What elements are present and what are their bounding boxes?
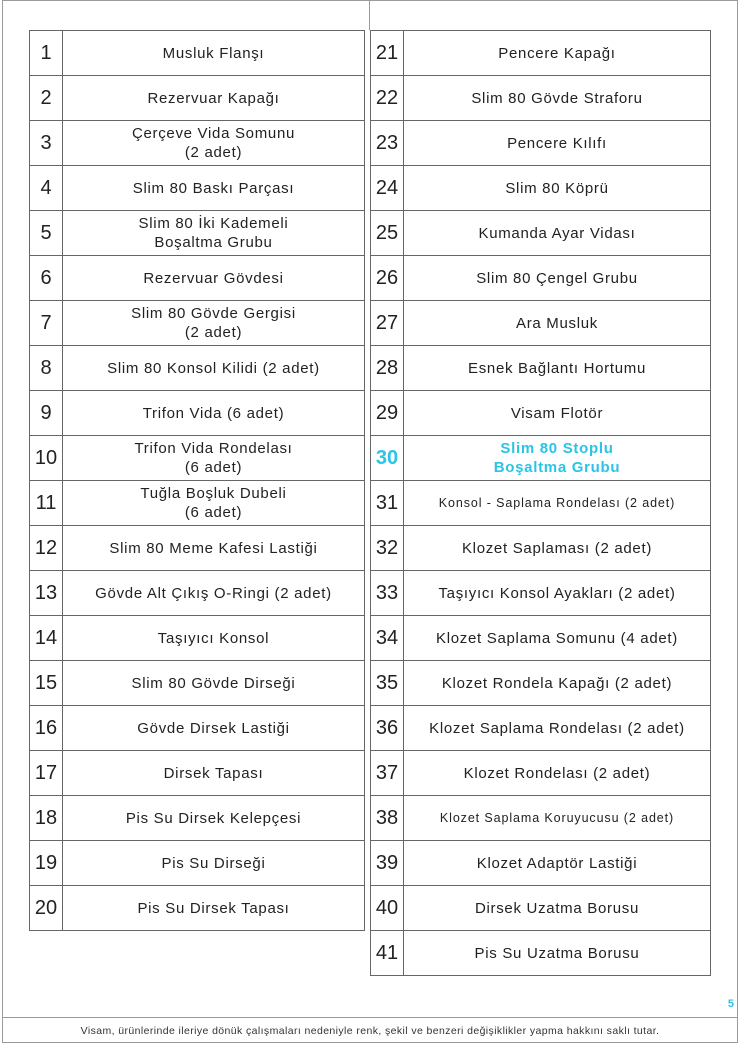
table-row	[371, 796, 711, 841]
table-row	[30, 661, 365, 706]
part-name	[63, 751, 365, 796]
table-row	[30, 481, 365, 526]
table-row	[371, 706, 711, 751]
table-row	[30, 841, 365, 886]
part-name-line: Taşıyıcı Konsol Ayakları (2 adet)	[438, 584, 676, 602]
part-name-line: Klozet Saplama Rondelası (2 adet)	[429, 719, 685, 737]
part-name-line: Rezervuar Kapağı	[147, 89, 280, 107]
part-name	[404, 166, 711, 211]
part-name	[404, 346, 711, 391]
part-name-line: Slim 80 Konsol Kilidi (2 adet)	[107, 359, 320, 377]
part-name-line: Slim 80 Gövde Straforu	[471, 89, 643, 107]
part-name-line: Kumanda Ayar Vidası	[478, 224, 636, 242]
part-name-line: Slim 80 Meme Kafesi Lastiği	[109, 539, 318, 557]
table-row	[30, 31, 365, 76]
table-row	[371, 76, 711, 121]
part-number: 18	[30, 796, 63, 841]
part-number: 1	[30, 31, 63, 76]
page-number: 5	[727, 998, 734, 1010]
table-row	[30, 616, 365, 661]
part-name	[404, 121, 711, 166]
table-row	[30, 436, 365, 481]
part-number: 13	[30, 571, 63, 616]
part-name	[63, 481, 365, 526]
part-name-line: Trifon Vida Rondelası	[134, 440, 293, 457]
table-row	[371, 931, 711, 976]
part-name-line: Taşıyıcı Konsol	[157, 629, 270, 647]
part-number: 14	[30, 616, 63, 661]
part-name-line: Klozet Saplaması (2 adet)	[461, 539, 653, 557]
part-name	[63, 391, 365, 436]
part-name	[404, 211, 711, 256]
part-number: 9	[30, 391, 63, 436]
part-name-line: Slim 80 Gövde Dirseği	[131, 674, 296, 692]
table-row	[30, 256, 365, 301]
table-row	[30, 166, 365, 211]
part-number: 19	[30, 841, 63, 886]
parts-table-right-body	[371, 31, 711, 976]
part-number: 32	[371, 526, 404, 571]
part-name-line: Boşaltma Grubu	[493, 459, 621, 476]
part-name-line: Klozet Saplama Koruyucusu (2 adet)	[439, 810, 675, 825]
table-row	[371, 481, 711, 526]
part-name	[404, 31, 711, 76]
part-name-line: Slim 80 Stoplu	[500, 440, 614, 457]
part-name-line: (2 adet)	[184, 144, 243, 161]
part-name-line: Çerçeve Vida Somunu	[131, 125, 296, 142]
part-name-line: Tuğla Boşluk Dubeli	[140, 485, 287, 502]
part-name	[404, 616, 711, 661]
part-name	[63, 796, 365, 841]
part-name	[404, 526, 711, 571]
parts-table-left-body	[30, 31, 365, 931]
part-number: 23	[371, 121, 404, 166]
part-number: 21	[371, 31, 404, 76]
part-name	[63, 211, 365, 256]
part-name-line: Gövde Dirsek Lastiği	[137, 719, 290, 737]
part-number: 10	[30, 436, 63, 481]
table-row	[30, 526, 365, 571]
part-name-line: Klozet Adaptör Lastiği	[476, 854, 638, 872]
part-name	[63, 661, 365, 706]
footer-disclaimer: Visam, ürünlerinde ileriye dönük çalışmaları nedeniyle renk, şekil ve benzeri değişiklikler yapma hakkını saklı tutar.	[2, 1017, 738, 1043]
part-name-line: (6 adet)	[184, 459, 243, 476]
table-row	[371, 211, 711, 256]
table-row	[30, 301, 365, 346]
part-number: 30	[371, 436, 404, 481]
table-row	[371, 571, 711, 616]
part-number: 15	[30, 661, 63, 706]
table-row	[30, 391, 365, 436]
table-row	[30, 886, 365, 931]
part-name	[404, 841, 711, 886]
part-number: 36	[371, 706, 404, 751]
part-name-line: Slim 80 İki Kademeli	[138, 215, 289, 232]
part-number: 20	[30, 886, 63, 931]
part-number: 33	[371, 571, 404, 616]
part-name-line: Boşaltma Grubu	[154, 234, 273, 251]
part-name	[63, 31, 365, 76]
table-row	[371, 841, 711, 886]
part-number: 2	[30, 76, 63, 121]
part-name	[63, 706, 365, 751]
part-name-line: Pis Su Uzatma Borusu	[474, 944, 640, 962]
part-name-line: Visam Flotör	[510, 404, 604, 422]
part-name	[404, 796, 711, 841]
part-name-line: Klozet Rondelası (2 adet)	[463, 764, 651, 782]
part-number: 25	[371, 211, 404, 256]
part-name-line: Pis Su Dirsek Kelepçesi	[125, 809, 302, 827]
part-number: 22	[371, 76, 404, 121]
part-name	[63, 301, 365, 346]
part-name-line: Trifon Vida (6 adet)	[142, 404, 285, 422]
table-row	[371, 301, 711, 346]
part-number: 3	[30, 121, 63, 166]
part-name	[63, 886, 365, 931]
part-name	[63, 571, 365, 616]
part-name	[404, 931, 711, 976]
part-number: 35	[371, 661, 404, 706]
part-name-line: Klozet Saplama Somunu (4 adet)	[436, 629, 678, 647]
part-name-line: Esnek Bağlantı Hortumu	[468, 359, 646, 377]
table-row	[371, 166, 711, 211]
part-name-line: Slim 80 Gövde Gergisi	[131, 305, 296, 322]
part-name-line: (2 adet)	[184, 324, 243, 341]
part-number: 37	[371, 751, 404, 796]
part-number: 34	[371, 616, 404, 661]
table-row	[371, 346, 711, 391]
part-name	[63, 121, 365, 166]
part-number: 5	[30, 211, 63, 256]
column-divider-tick	[369, 0, 370, 30]
table-row	[371, 31, 711, 76]
table-row	[371, 886, 711, 931]
part-name	[63, 841, 365, 886]
part-name	[63, 526, 365, 571]
part-number: 31	[371, 481, 404, 526]
part-name-line: Pis Su Dirseği	[161, 854, 266, 872]
part-number: 16	[30, 706, 63, 751]
part-number: 7	[30, 301, 63, 346]
part-name-line: Pis Su Dirsek Tapası	[137, 899, 290, 917]
part-name-line: Gövde Alt Çıkış O-Ringi (2 adet)	[95, 584, 332, 602]
part-name	[63, 256, 365, 301]
part-name-line: Slim 80 Baskı Parçası	[132, 179, 295, 197]
part-name	[404, 886, 711, 931]
parts-table-right	[370, 30, 711, 976]
part-name-line: Konsol - Saplama Rondelası (2 adet)	[438, 495, 676, 510]
part-name	[404, 706, 711, 751]
part-name	[63, 166, 365, 211]
table-row	[371, 436, 711, 481]
part-name-line: Dirsek Uzatma Borusu	[474, 899, 640, 917]
table-row	[30, 706, 365, 751]
table-row	[371, 751, 711, 796]
table-row	[371, 526, 711, 571]
part-number: 24	[371, 166, 404, 211]
part-name	[404, 436, 711, 481]
part-number: 40	[371, 886, 404, 931]
part-number: 6	[30, 256, 63, 301]
part-number: 41	[371, 931, 404, 976]
part-number: 11	[30, 481, 63, 526]
part-name	[63, 76, 365, 121]
table-row	[30, 121, 365, 166]
part-name	[404, 751, 711, 796]
part-name-line: Slim 80 Çengel Grubu	[476, 269, 638, 287]
table-row	[371, 661, 711, 706]
part-name	[404, 661, 711, 706]
part-name-line: Slim 80 Köprü	[505, 179, 609, 197]
part-name-line: Pencere Kapağı	[498, 44, 616, 62]
part-name	[404, 391, 711, 436]
part-number: 8	[30, 346, 63, 391]
table-row	[371, 616, 711, 661]
part-number: 4	[30, 166, 63, 211]
part-name-line: Dirsek Tapası	[163, 764, 264, 782]
part-name	[404, 76, 711, 121]
table-row	[371, 121, 711, 166]
table-row	[30, 211, 365, 256]
table-row	[371, 391, 711, 436]
part-number: 38	[371, 796, 404, 841]
part-number: 28	[371, 346, 404, 391]
parts-table-left	[29, 30, 365, 931]
part-number: 27	[371, 301, 404, 346]
part-name	[63, 616, 365, 661]
part-name-line: Musluk Flanşı	[162, 44, 265, 62]
part-name	[404, 256, 711, 301]
part-name	[63, 346, 365, 391]
part-number: 29	[371, 391, 404, 436]
part-number: 12	[30, 526, 63, 571]
part-name-line: (6 adet)	[184, 504, 243, 521]
part-name	[404, 481, 711, 526]
part-name-line: Ara Musluk	[515, 314, 599, 332]
table-row	[30, 796, 365, 841]
table-row	[30, 346, 365, 391]
table-row	[30, 571, 365, 616]
part-number: 17	[30, 751, 63, 796]
part-name	[404, 571, 711, 616]
table-row	[30, 76, 365, 121]
part-name	[404, 301, 711, 346]
table-row	[30, 751, 365, 796]
part-name-line: Pencere Kılıfı	[507, 134, 607, 152]
part-name-line: Rezervuar Gövdesi	[143, 269, 284, 287]
table-row	[371, 256, 711, 301]
part-number: 26	[371, 256, 404, 301]
part-name	[63, 436, 365, 481]
part-name-line: Klozet Rondela Kapağı (2 adet)	[441, 674, 673, 692]
part-number: 39	[371, 841, 404, 886]
